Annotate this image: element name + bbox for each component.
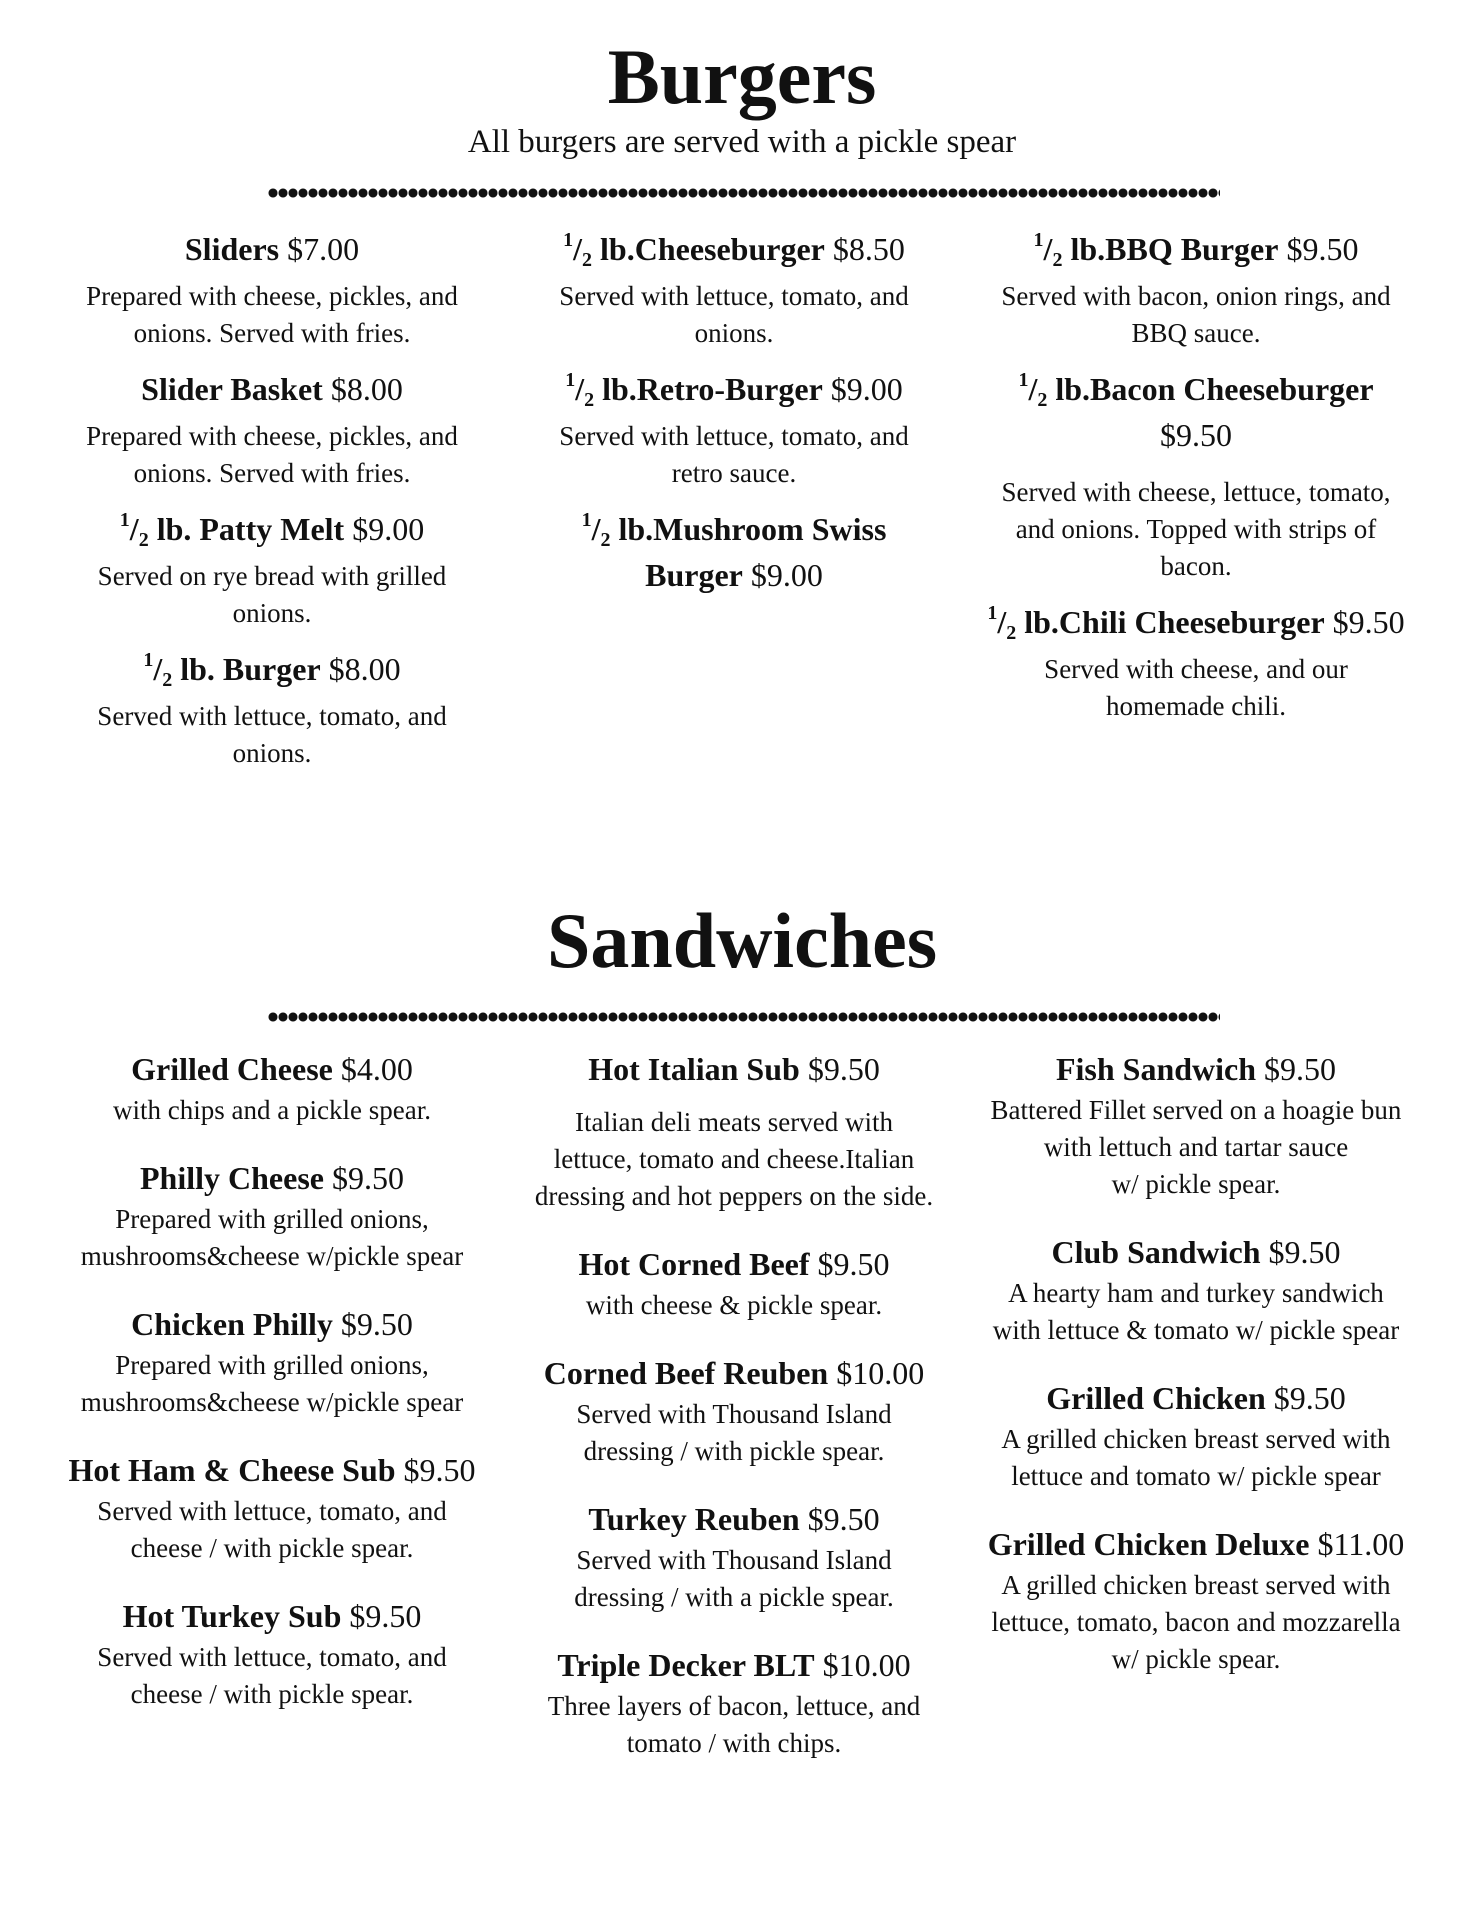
menu-item <box>976 1046 1416 1203</box>
item-description: lettuce, tomato, bacon and mozzarella <box>991 1607 1401 1637</box>
item-title <box>976 1375 1416 1421</box>
item-description: Served on rye bread with grilled <box>97 561 447 591</box>
item-title <box>514 226 954 272</box>
menu-item <box>514 366 954 492</box>
item-price: $9.50 <box>349 1598 422 1634</box>
item-name: lb.BBQ Burger <box>1062 231 1279 267</box>
item-description: Served with cheese, lettuce, tomato, <box>1001 477 1391 507</box>
menu-item <box>976 1521 1416 1678</box>
item-description: w/ pickle spear. <box>1111 1169 1281 1199</box>
fraction-numerator: 1 <box>563 229 574 251</box>
item-description: homemade chili. <box>1106 691 1286 721</box>
item-description: cheese / with pickle spear. <box>130 1533 414 1563</box>
menu-item <box>514 1241 954 1324</box>
item-title <box>52 226 492 272</box>
item-price: $10.00 <box>836 1355 925 1391</box>
item-title <box>52 1046 492 1092</box>
fraction-denominator: 2 <box>584 389 595 411</box>
item-description: Served with bacon, onion rings, and <box>1001 281 1391 311</box>
item-price: $9.50 <box>1264 1051 1337 1087</box>
item-price: $11.00 <box>1317 1526 1405 1562</box>
menu-item <box>52 366 492 492</box>
menu-item <box>976 1229 1416 1349</box>
fraction-slash: / <box>997 604 1007 640</box>
fraction-half <box>1018 369 1048 411</box>
item-price: $9.00 <box>750 557 823 593</box>
item-description: onions. <box>694 318 774 348</box>
item-description: tomato / with chips. <box>626 1728 842 1758</box>
item-description: Served with lettuce, tomato, and <box>97 701 447 731</box>
item-title <box>52 1155 492 1201</box>
fraction-half <box>143 649 173 691</box>
item-description: retro sauce. <box>671 458 797 488</box>
item-price: $9.50 <box>807 1501 880 1537</box>
item-price: $9.50 <box>1160 417 1232 453</box>
menu-item <box>514 1046 954 1215</box>
menu-item <box>52 506 492 632</box>
item-description: Prepared with cheese, pickles, and <box>86 281 458 311</box>
item-description: Prepared with grilled onions, <box>115 1204 429 1234</box>
fraction-half <box>563 229 593 271</box>
item-price: $8.00 <box>328 651 401 687</box>
item-description: dressing / with a pickle spear. <box>574 1582 894 1612</box>
item-title <box>514 1241 954 1287</box>
item-price: $8.00 <box>330 371 403 407</box>
item-price: $9.50 <box>807 1051 880 1087</box>
item-description: Served with lettuce, tomato, and <box>97 1642 447 1672</box>
item-description: with lettuce & tomato w/ pickle spear <box>992 1315 1400 1345</box>
item-title <box>514 1350 954 1396</box>
menu-item <box>52 1447 492 1567</box>
item-name: lb.Retro-Burger <box>594 371 823 407</box>
item-title <box>514 1046 954 1092</box>
item-description: BBQ sauce. <box>1131 318 1261 348</box>
fraction-denominator: 2 <box>1037 389 1048 411</box>
fraction-denominator: 2 <box>582 249 593 271</box>
item-name: Turkey Reuben <box>588 1501 800 1537</box>
menu-item <box>976 599 1416 725</box>
menu-item <box>514 506 954 598</box>
item-description: Served with Thousand Island <box>576 1545 892 1575</box>
item-name: Hot Ham & Cheese Sub <box>68 1452 396 1488</box>
item-description: cheese / with pickle spear. <box>130 1679 414 1709</box>
fraction-numerator: 1 <box>1018 369 1029 391</box>
item-description: A grilled chicken breast served with <box>1001 1570 1391 1600</box>
item-description: A hearty ham and turkey sandwich <box>1008 1278 1384 1308</box>
item-name: Hot Italian Sub <box>588 1051 800 1087</box>
item-description: Served with lettuce, tomato, and <box>559 281 909 311</box>
menu-item <box>52 1593 492 1713</box>
fraction-denominator: 2 <box>162 669 173 691</box>
item-price: $9.50 <box>340 1306 413 1342</box>
item-description: Prepared with grilled onions, <box>115 1350 429 1380</box>
item-title <box>976 1521 1416 1567</box>
burgers-column-1 <box>52 226 492 786</box>
fraction-slash: / <box>575 371 585 407</box>
fraction-denominator: 2 <box>1006 622 1017 644</box>
item-title <box>976 226 1416 272</box>
item-name: Corned Beef Reuben <box>543 1355 829 1391</box>
item-description: with chips and a pickle spear. <box>113 1095 431 1125</box>
sandwiches-column-2 <box>514 1046 954 1788</box>
item-name: lb.Bacon Cheeseburger <box>1047 371 1374 407</box>
item-name: Philly Cheese <box>140 1160 324 1196</box>
menu-item <box>52 1301 492 1421</box>
burgers-subtitle: All burgers are served with a pickle spear <box>467 124 1017 160</box>
menu-item <box>976 226 1416 352</box>
item-name: lb. Patty Melt <box>148 511 345 547</box>
menu-item <box>514 1350 954 1470</box>
item-description: Served with Thousand Island <box>576 1399 892 1429</box>
menu-item <box>514 1642 954 1762</box>
fraction-numerator: 1 <box>1033 229 1044 251</box>
fraction-half <box>1033 229 1063 271</box>
fraction-half <box>581 509 611 551</box>
item-title <box>514 506 954 598</box>
item-description: Battered Fillet served on a hoagie bun <box>990 1095 1402 1125</box>
fraction-slash: / <box>1043 231 1053 267</box>
item-price: $9.50 <box>817 1246 890 1282</box>
fraction-slash: / <box>1028 371 1038 407</box>
sandwiches-heading: Sandwiches <box>546 897 938 984</box>
fraction-slash: / <box>129 511 139 547</box>
item-title <box>976 1046 1416 1092</box>
item-price: $8.50 <box>832 231 905 267</box>
menu-item <box>52 646 492 772</box>
item-title <box>514 1496 954 1542</box>
item-title <box>52 1301 492 1347</box>
item-name: lb. Burger <box>172 651 321 687</box>
menu-item <box>976 366 1416 585</box>
item-description: Italian deli meats served with <box>575 1107 893 1137</box>
item-description: mushrooms&cheese w/pickle spear <box>80 1241 464 1271</box>
item-price: $9.50 <box>403 1452 476 1488</box>
fraction-numerator: 1 <box>565 369 576 391</box>
item-name: Slider Basket <box>141 371 323 407</box>
menu-item <box>976 1375 1416 1495</box>
item-description: w/ pickle spear. <box>1111 1644 1281 1674</box>
item-title <box>514 1642 954 1688</box>
item-name: Sliders <box>184 231 280 267</box>
item-description: mushrooms&cheese w/pickle spear <box>80 1387 464 1417</box>
item-description: bacon. <box>1160 551 1232 581</box>
burgers-column-3 <box>976 226 1416 739</box>
burgers-column-2 <box>514 226 954 612</box>
item-name: Grilled Chicken Deluxe <box>987 1526 1310 1562</box>
item-description: with cheese & pickle spear. <box>585 1290 883 1320</box>
item-name: Hot Corned Beef <box>578 1246 810 1282</box>
item-price: $9.50 <box>1268 1234 1341 1270</box>
fraction-denominator: 2 <box>138 529 149 551</box>
item-name: Triple Decker BLT <box>557 1647 815 1683</box>
item-description: lettuce and tomato w/ pickle spear <box>1011 1461 1381 1491</box>
sandwiches-column-1 <box>52 1046 492 1739</box>
menu-item <box>52 1046 492 1129</box>
item-name: Grilled Cheese <box>131 1051 333 1087</box>
burgers-heading: Burgers <box>607 33 877 120</box>
item-name: lb.Chili Cheeseburger <box>1016 604 1325 640</box>
item-name: Chicken Philly <box>131 1306 333 1342</box>
item-description: with lettuch and tartar sauce <box>1043 1132 1349 1162</box>
item-price: $9.00 <box>830 371 903 407</box>
sandwiches-column-3 <box>976 1046 1416 1704</box>
fraction-slash: / <box>153 651 163 687</box>
fraction-half <box>987 602 1017 644</box>
fraction-numerator: 1 <box>119 509 130 531</box>
item-description: onions. <box>232 738 312 768</box>
item-price: $10.00 <box>822 1647 911 1683</box>
item-description: Three layers of bacon, lettuce, and <box>547 1691 921 1721</box>
item-title <box>52 646 492 692</box>
item-description: dressing and hot peppers on the side. <box>534 1181 934 1211</box>
menu-item <box>514 1496 954 1616</box>
fraction-denominator: 2 <box>600 529 611 551</box>
item-title <box>52 366 492 412</box>
item-description: lettuce, tomato and cheese.Italian <box>553 1144 915 1174</box>
item-price: $9.50 <box>1286 231 1359 267</box>
item-price: $9.00 <box>352 511 425 547</box>
item-description: onions. <box>232 598 312 628</box>
item-title <box>976 1229 1416 1275</box>
item-name: Grilled Chicken <box>1046 1380 1266 1416</box>
item-name: Fish Sandwich <box>1055 1051 1257 1087</box>
fraction-slash: / <box>573 231 583 267</box>
fraction-denominator: 2 <box>1052 249 1063 271</box>
item-description: Served with lettuce, tomato, and <box>97 1496 447 1526</box>
menu-item <box>514 226 954 352</box>
item-price: $7.00 <box>287 231 360 267</box>
item-name: lb.Mushroom Swiss <box>610 511 887 547</box>
item-price: $4.00 <box>340 1051 413 1087</box>
fraction-numerator: 1 <box>143 649 154 671</box>
item-price: $9.50 <box>1332 604 1405 640</box>
item-price: $9.50 <box>331 1160 404 1196</box>
dotted-divider <box>268 188 1220 198</box>
fraction-half <box>565 369 595 411</box>
item-price: $9.50 <box>1273 1380 1346 1416</box>
fraction-numerator: 1 <box>987 602 998 624</box>
dotted-divider <box>268 1012 1220 1022</box>
item-description: Prepared with cheese, pickles, and <box>86 421 458 451</box>
item-title <box>52 1593 492 1639</box>
item-name: Hot Turkey Sub <box>122 1598 342 1634</box>
fraction-numerator: 1 <box>581 509 592 531</box>
item-name: lb.Cheeseburger <box>592 231 825 267</box>
item-title <box>976 366 1416 458</box>
item-name: Club Sandwich <box>1051 1234 1261 1270</box>
item-description: Served with lettuce, tomato, and <box>559 421 909 451</box>
item-name-line-2: Burger <box>645 557 743 593</box>
item-title <box>976 599 1416 645</box>
item-description: Served with cheese, and our <box>1044 654 1348 684</box>
fraction-slash: / <box>591 511 601 547</box>
item-description: dressing / with pickle spear. <box>583 1436 885 1466</box>
item-title <box>52 506 492 552</box>
fraction-half <box>119 509 149 551</box>
item-title <box>52 1447 492 1493</box>
item-title <box>514 366 954 412</box>
menu-item <box>52 226 492 352</box>
item-description: onions. Served with fries. <box>133 318 411 348</box>
item-description: A grilled chicken breast served with <box>1001 1424 1391 1454</box>
item-description: and onions. Topped with strips of <box>1015 514 1377 544</box>
item-description: onions. Served with fries. <box>133 458 411 488</box>
menu-item <box>52 1155 492 1275</box>
